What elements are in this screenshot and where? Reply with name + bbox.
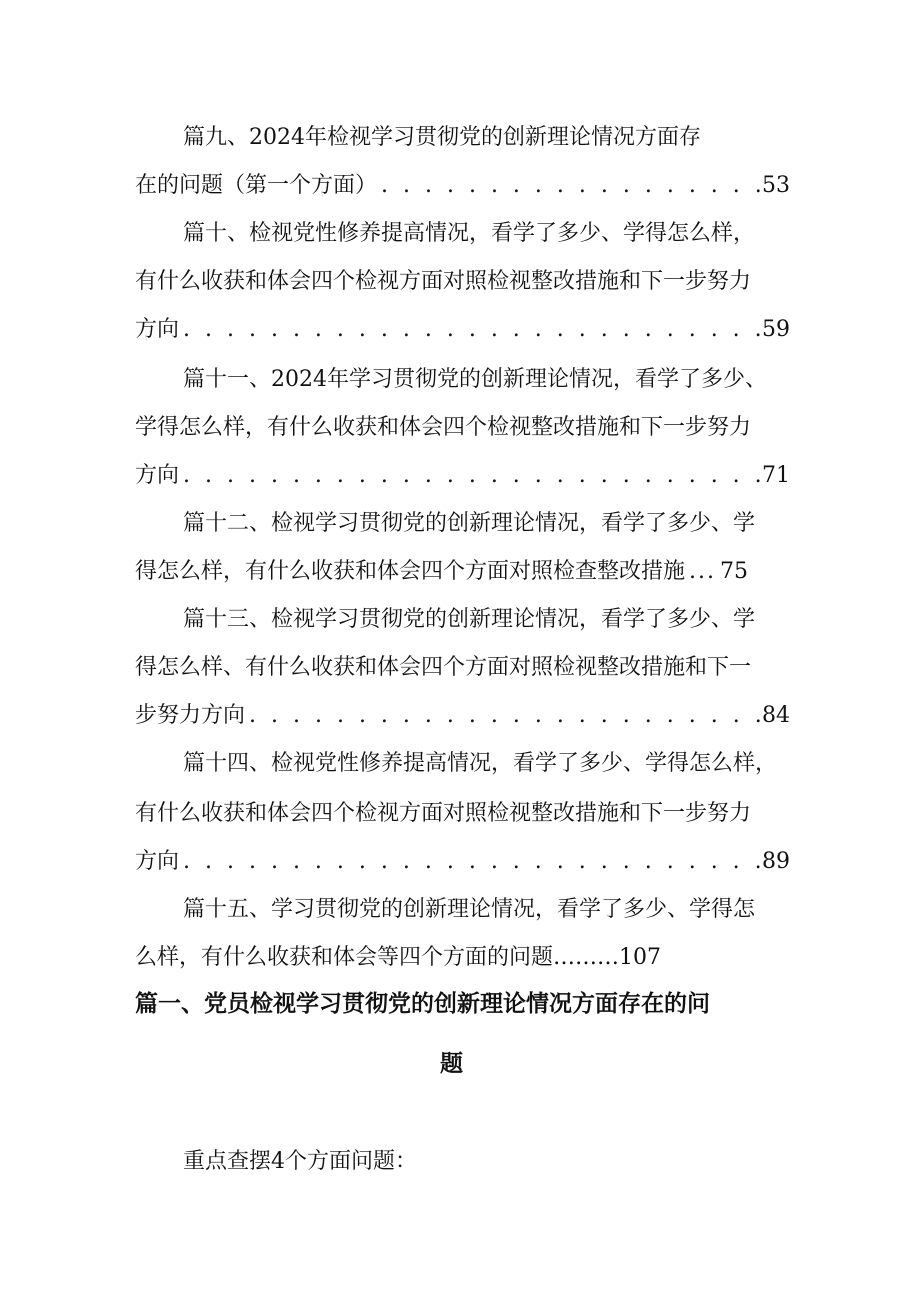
toc-entry-11-page: 71 [762, 463, 790, 488]
toc-entry-13-page: 84 [762, 703, 790, 728]
toc-entry-13-leader-line[interactable] [135, 696, 790, 736]
dot-leader [377, 166, 762, 206]
toc-entry-12-line-1: 篇十二、检视学习贯彻党的创新理论情况，看学了多少、学 [183, 511, 756, 536]
toc-entry-10-line-3: 方向 [135, 317, 180, 342]
toc-entry-14-line-2: 有什么收获和体会四个检视方面对照检视整改措施和下一步努力 [135, 801, 752, 826]
toc-entry-12-page: 75 [720, 559, 748, 584]
dot-leader [179, 456, 762, 496]
toc-entry-11-line-2: 学得怎么样，有什么收获和体会四个检视整改措施和下一步努力 [135, 415, 752, 440]
dot-leader [245, 696, 762, 736]
section-title-line-1: 篇一、党员检视学习贯彻党的创新理论情况方面存在的问 [135, 990, 710, 1017]
toc-entry-14-line-3: 方向 [135, 849, 180, 874]
toc-entry-10-line-2: 有什么收获和体会四个检视方面对照检视整改措施和下一步努力 [135, 269, 752, 294]
toc-entry-9-leader-line[interactable] [135, 166, 790, 206]
dot-leader [179, 310, 762, 350]
toc-entry-15-line-1: 篇十五、学习贯彻党的创新理论情况，看学了多少、学得怎 [183, 897, 756, 922]
toc-entry-15-line-2[interactable]: 么样，有什么收获和体会等四个方面的问题………107 [135, 945, 661, 970]
toc-entry-13-line-1: 篇十三、检视学习贯彻党的创新理论情况，看学了多少、学 [183, 607, 756, 632]
toc-entry-10-line-1: 篇十、检视党性修养提高情况，看学了多少、学得怎么样， [183, 221, 756, 246]
dot-leader [179, 842, 762, 882]
toc-entry-11-leader-line[interactable] [135, 456, 790, 496]
toc-entry-10-leader-line[interactable] [135, 310, 790, 350]
toc-entry-12-leader-line[interactable] [135, 552, 790, 592]
toc-entry-11-line-1: 篇十一、2024年学习贯彻党的创新理论情况，看学了多少、 [183, 367, 767, 392]
toc-entry-9-page: 53 [762, 173, 790, 198]
toc-entry-14-page: 89 [762, 849, 790, 874]
toc-entry-13-line-3: 步努力方向 [135, 703, 246, 728]
toc-entry-9-line-1: 篇九、2024年检视学习贯彻党的创新理论情况方面存 [183, 125, 701, 150]
section-body-paragraph: 重点查摆4个方面问题： [183, 1149, 417, 1174]
toc-entry-12-line-2: 得怎么样，有什么收获和体会四个方面对照检查整改措施 [135, 559, 686, 584]
toc-entry-10-page: 59 [762, 317, 790, 342]
section-title-line-2: 题 [440, 1050, 463, 1077]
toc-entry-11-line-3: 方向 [135, 463, 180, 488]
toc-entry-12-dots: ... [689, 559, 716, 584]
toc-entry-13-line-2: 得怎么样、有什么收获和体会四个方面对照检视整改措施和下一 [135, 655, 752, 680]
toc-entry-14-leader-line[interactable] [135, 842, 790, 882]
toc-entry-9-line-2: 在的问题（第一个方面） [135, 173, 378, 198]
toc-entry-14-line-1: 篇十四、检视党性修养提高情况，看学了多少、学得怎么样， [183, 751, 778, 776]
